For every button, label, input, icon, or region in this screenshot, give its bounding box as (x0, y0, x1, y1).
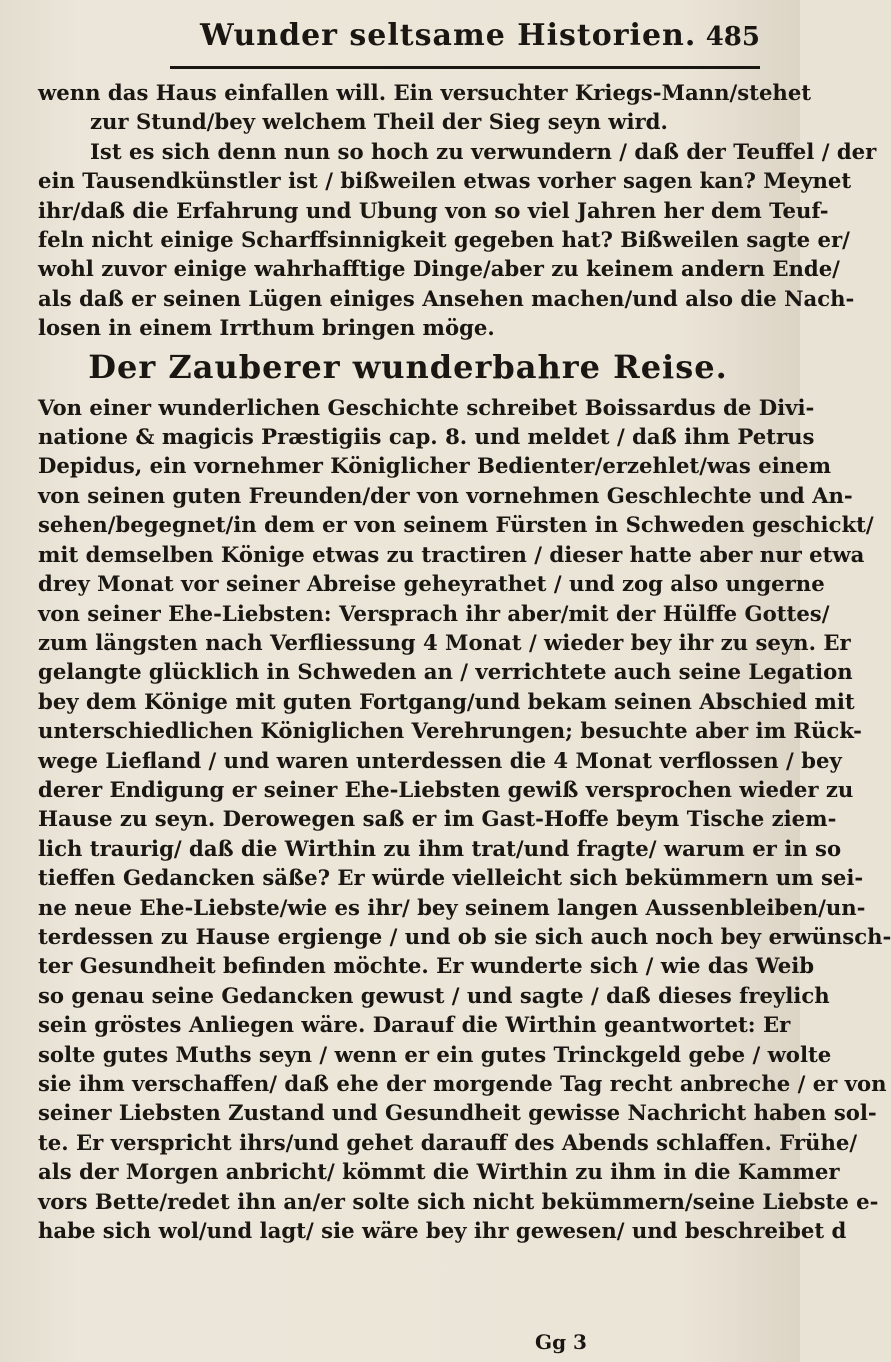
text-line: natione & magicis Præstigiis cap. 8. und meldet / daß ihm Petrus (38, 424, 815, 450)
text-line: als daß er seinen Lügen einiges Ansehen machen/und also die Nach- (38, 285, 855, 311)
text-line: terdessen zu Hause ergienge / und ob sie sich auch noch bey erwünsch- (38, 923, 891, 949)
text-line: Ist es sich denn nun so hoch zu verwundern / daß der Teuffel / der (90, 138, 877, 164)
running-head (170, 14, 760, 64)
page-number: 485 (705, 22, 760, 52)
text-line: sein gröstes Anliegen wäre. Darauf die Wirthin geantwortet: Er (38, 1012, 791, 1038)
text-line: vors Bette/redet ihn an/er solte sich nicht bekümmern/seine Liebste e- (38, 1188, 879, 1214)
text-line: Hause zu seyn. Derowegen saß er im Gast-Hoffe beym Tische ziem- (38, 806, 837, 832)
text-line: als der Morgen anbricht/ kömmt die Wirthin zu ihm in die Kammer (38, 1159, 840, 1185)
text-line: sie ihm verschaffen/ daß ehe der morgende Tag recht anbreche / er von (38, 1071, 887, 1096)
section-heading: Der Zauberer wunderbahre Reise. (88, 347, 728, 386)
text-line: derer Endigung er seiner Ehe-Liebsten gewiß versprochen wieder zu (38, 776, 854, 802)
text-line: ne neue Ehe-Liebste/wie es ihr/ bey seinem langen Aussenbleiben/un- (38, 894, 866, 920)
body-text (38, 78, 891, 1245)
text-line-dropcap: Von einer wunderlichen Geschichte schreibet Boissardus de Divi- (38, 394, 815, 420)
text-line: wege Liefland / und waren unterdessen die 4 Monat verflossen / bey (38, 747, 842, 773)
text-line: bey dem Könige mit guten Fortgang/und bekam seinen Abschied mit (38, 688, 855, 714)
text-line: zum längsten nach Verfliessung 4 Monat / wieder bey ihr zu seyn. Er (38, 629, 851, 655)
text-line: te. Er verspricht ihrs/und gehet darauff des Abends schlaffen. Frühe/ (38, 1129, 858, 1155)
text-line: feln nicht einige Scharffsinnigkeit gegeben hat? Bißweilen sagte er/ (38, 227, 850, 253)
text-line: von seiner Ehe-Liebsten: Versprach ihr aber/mit der Hülffe Gottes/ (38, 600, 830, 626)
text-line: von seinen guten Freunden/der von vornehmen Geschlechte und An- (38, 482, 853, 508)
text-line: ter Gesundheit befinden möchte. Er wunderte sich / wie das Weib (38, 953, 815, 979)
text-line: lich traurig/ daß die Wirthin zu ihm trat/und fragte/ warum er in so (38, 835, 842, 861)
signature-mark: Gg 3 (535, 1330, 587, 1354)
header-rule (170, 66, 760, 69)
text-line: wenn das Haus einfallen will. Ein versuchter Kriegs-Mann/stehet (38, 80, 812, 105)
text-line: wohl zuvor einige wahrhafftige Dinge/aber zu keinem andern Ende/ (38, 256, 840, 282)
text-line: solte gutes Muths seyn / wenn er ein gutes Trinckgeld gebe / wolte (38, 1041, 832, 1067)
text-line: Depidus, ein vornehmer Königlicher Bedienter/erzehlet/was einem (38, 453, 832, 479)
text-line: zur Stund/bey welchem Theil der Sieg seyn wird. (90, 109, 668, 135)
text-line: unterschiedlichen Königlichen Verehrungen; besuchte aber im Rück- (38, 718, 862, 744)
text-line: ihr/daß die Erfahrung und Ubung von so viel Jahren her dem Teuf- (38, 197, 829, 223)
text-line: so genau seine Gedancken gewust / und sagte / daß dieses freylich (38, 982, 830, 1008)
text-line: seiner Liebsten Zustand und Gesundheit gewisse Nachricht haben sol- (38, 1100, 877, 1126)
text-line: gelangte glücklich in Schweden an / verrichtete auch seine Legation (38, 659, 853, 685)
text-line: ein Tausendkünstler ist / bißweilen etwas vorher sagen kan? Meynet (38, 168, 852, 194)
text-line: sehen/begegnet/in dem er von seinem Fürsten in Schweden geschickt/ (38, 512, 874, 538)
text-line: losen in einem Irrthum bringen möge. (38, 315, 495, 341)
running-title: Wunder seltsame Historien. (200, 18, 697, 53)
text-line: habe sich wol/und lagt/ sie wäre bey ihr gewesen/ und beschreibet d (38, 1218, 847, 1244)
text-line: drey Monat vor seiner Abreise geheyrathet / und zog also ungerne (38, 571, 825, 597)
text-line: tieffen Gedancken säße? Er würde vielleicht sich bekümmern um sei- (38, 865, 864, 891)
text-line: mit demselben Könige etwas zu tractiren / dieser hatte aber nur etwa (38, 541, 865, 567)
